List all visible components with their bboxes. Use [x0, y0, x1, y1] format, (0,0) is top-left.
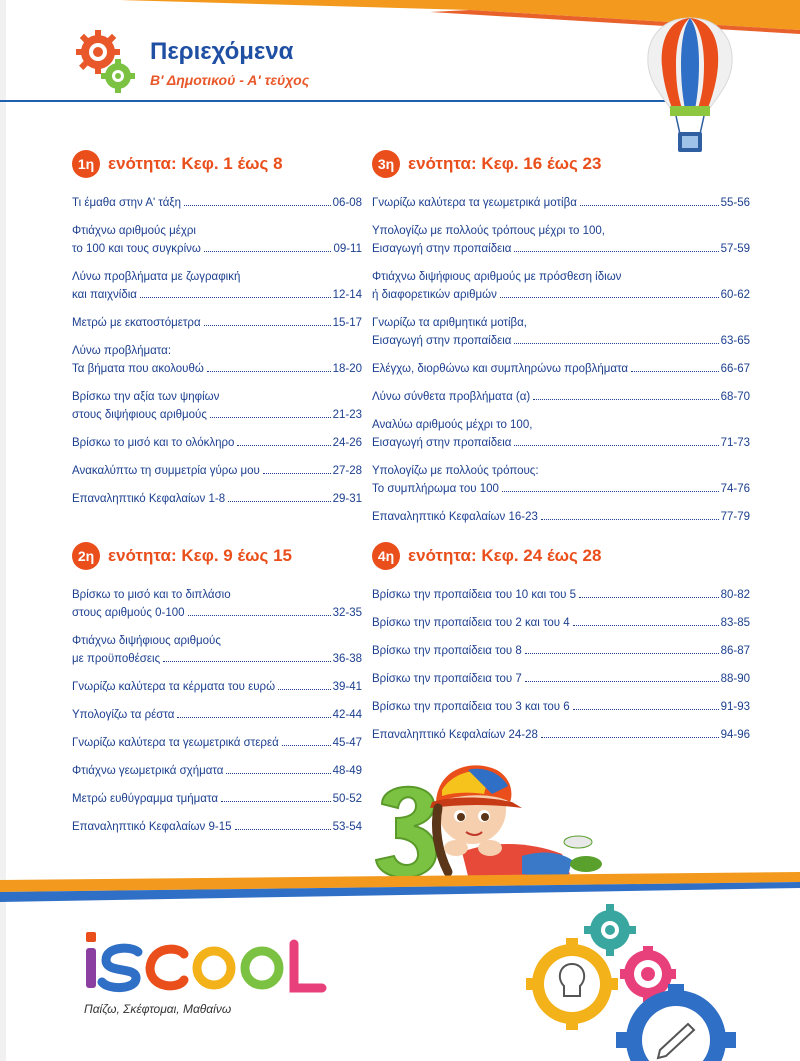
toc-entry-pages: 94-96 [720, 729, 750, 741]
section-number-badge: 3η [372, 150, 400, 178]
toc-entry-pages: 91-93 [720, 701, 750, 713]
toc-entry-pages: 29-31 [332, 493, 362, 505]
section-header [372, 542, 750, 572]
toc-entry-title: Φτιάχνω διψήφιους αριθμούς με πρόσθεση ίδιων [372, 271, 622, 283]
dot-leader [210, 417, 331, 418]
toc-entry[interactable] [372, 508, 750, 526]
toc-entry-pages: 12-14 [332, 289, 362, 301]
toc-entry[interactable] [72, 734, 362, 752]
toc-entry-title: με προϋποθέσεις [72, 653, 161, 665]
toc-entry[interactable] [72, 194, 362, 212]
toc-entry-pages: 42-44 [332, 709, 362, 721]
toc-entry-pages: 63-65 [720, 335, 750, 347]
toc-entry-title: Τα βήματα που ακολουθώ [72, 363, 204, 375]
toc-entry[interactable] [372, 462, 750, 498]
toc-entry-pages: 80-82 [720, 589, 750, 601]
toc-entry[interactable] [372, 268, 750, 304]
dot-leader [226, 773, 330, 774]
toc-entry-title: Βρίσκω την προπαίδεια του 3 και του 6 [372, 701, 570, 713]
dot-leader [502, 491, 719, 492]
page-title: Περιεχόμενα [150, 38, 294, 65]
toc-entry[interactable] [72, 706, 362, 724]
dot-leader [278, 689, 331, 690]
dot-leader [237, 445, 330, 446]
section-number-badge: 1η [72, 150, 100, 178]
toc-entry-pages: 77-79 [720, 511, 750, 523]
dot-leader [533, 399, 718, 400]
toc-entry-title: Βρίσκω την προπαίδεια του 7 [372, 673, 522, 685]
toc-entry-pages: 71-73 [720, 437, 750, 449]
toc-entry-title: Υπολογίζω τα ρέστα [72, 709, 175, 721]
toc-entry[interactable] [72, 790, 362, 808]
section-title: ενότητα: Κεφ. 24 έως 28 [408, 546, 602, 565]
toc-entry-title: Τι έμαθα στην Α' τάξη [72, 197, 181, 209]
toc-entry[interactable] [372, 726, 750, 744]
toc-entry-pages: 24-26 [332, 437, 362, 449]
section-number-badge: 2η [72, 542, 100, 570]
toc-entry-title: Γνωρίζω τα αριθμητικά μοτίβα, [372, 317, 527, 329]
dot-leader [188, 615, 331, 616]
toc-entry-title: Υπολογίζω με πολλούς τρόπους: [372, 465, 539, 477]
toc-entry-title: Λύνω προβλήματα με ζωγραφική [72, 271, 241, 283]
toc-entry[interactable] [372, 670, 750, 688]
dot-leader [140, 297, 331, 298]
toc-entry-title: στους αριθμούς 0-100 [72, 607, 185, 619]
dot-leader [514, 445, 718, 446]
toc-entry-pages: 55-56 [720, 197, 750, 209]
toc-entry-title: Επαναληπτικό Κεφαλαίων 9-15 [72, 821, 232, 833]
toc-entry-title: Επαναληπτικό Κεφαλαίων 16-23 [372, 511, 538, 523]
toc-entry-title: Βρίσκω την προπαίδεια του 10 και του 5 [372, 589, 577, 601]
toc-entry-title: Φτιάχνω διψήφιους αριθμούς [72, 635, 221, 647]
toc-entry-title: Γνωρίζω καλύτερα τα κέρματα του ευρώ [72, 681, 276, 693]
section-title: ενότητα: Κεφ. 1 έως 8 [108, 154, 283, 173]
section-3 [372, 150, 750, 536]
toc-entry-title: Γνωρίζω καλύτερα τα γεωμετρικά μοτίβα [372, 197, 577, 209]
toc-entry[interactable] [372, 360, 750, 378]
toc-entry-title: Επαναληπτικό Κεφαλαίων 1-8 [72, 493, 226, 505]
toc-entry-title: Επαναληπτικό Κεφαλαίων 24-28 [372, 729, 538, 741]
toc-entry-title: Βρίσκω την προπαίδεια του 2 και του 4 [372, 617, 570, 629]
toc-entry-pages: 27-28 [332, 465, 362, 477]
toc-entry-pages: 39-41 [332, 681, 362, 693]
toc-entry-pages: 57-59 [720, 243, 750, 255]
toc-entry-pages: 53-54 [332, 821, 362, 833]
page-subtitle: Β' Δημοτικού - Α' τεύχος [150, 72, 310, 88]
toc-entry-title: Λύνω προβλήματα: [72, 345, 172, 357]
toc-entry-pages: 68-70 [720, 391, 750, 403]
dot-leader [204, 251, 332, 252]
toc-entry-title: το 100 και τους συγκρίνω [72, 243, 201, 255]
iscool-logo [82, 930, 332, 994]
tagline: Παίζω, Σκέφτομαι, Μαθαίνω [84, 1002, 232, 1016]
dot-leader [282, 745, 331, 746]
section-header [72, 150, 362, 180]
toc-entry[interactable] [372, 314, 750, 350]
toc-entry-pages: 21-23 [332, 409, 362, 421]
toc-entry-title: ή διαφορετικών αριθμών [372, 289, 497, 301]
toc-entry[interactable] [72, 490, 362, 508]
toc-entry-pages: 66-67 [720, 363, 750, 375]
dot-leader [579, 597, 719, 598]
section-header [372, 150, 750, 180]
toc-entry[interactable] [372, 416, 750, 452]
dot-leader [541, 737, 719, 738]
toc-entry-pages: 15-17 [332, 317, 362, 329]
toc-entry[interactable] [72, 388, 362, 424]
toc-entry[interactable] [72, 762, 362, 780]
toc-entry-pages: 50-52 [332, 793, 362, 805]
toc-entry-pages: 86-87 [720, 645, 750, 657]
toc-entry-title: Υπολογίζω με πολλούς τρόπους μέχρι το 100, [372, 225, 605, 237]
toc-entry[interactable] [72, 678, 362, 696]
toc-entry-title: Εισαγωγή στην προπαίδεια [372, 335, 512, 347]
toc-entry-title: στους διψήφιους αριθμούς [72, 409, 207, 421]
toc-entry[interactable] [72, 818, 362, 836]
section-2 [72, 542, 362, 846]
toc-entry-title: Ανακαλύπτω τη συμμετρία γύρω μου [72, 465, 260, 477]
dot-leader [514, 251, 718, 252]
toc-entry-title: Εισαγωγή στην προπαίδεια [372, 437, 512, 449]
dot-leader [500, 297, 719, 298]
toc-entry-title: Φτιάχνω γεωμετρικά σχήματα [72, 765, 224, 777]
dot-leader [573, 625, 719, 626]
toc-entry-title: Το συμπλήρωμα του 100 [372, 483, 499, 495]
toc-entry-title: Αναλύω αριθμούς μέχρι το 100, [372, 419, 533, 431]
toc-entry-title: και παιχνίδια [72, 289, 137, 301]
toc-entry-pages: 60-62 [720, 289, 750, 301]
gears-cluster-icon [520, 900, 800, 1061]
toc-entry-pages: 18-20 [332, 363, 362, 375]
toc-entry[interactable] [372, 586, 750, 604]
toc-entry-pages: 06-08 [332, 197, 362, 209]
toc-entry[interactable] [372, 222, 750, 258]
dot-leader [207, 371, 331, 372]
toc-entry[interactable] [72, 632, 362, 668]
toc-entry-pages: 36-38 [332, 653, 362, 665]
dot-leader [263, 473, 331, 474]
toc-entry-title: Μετρώ ευθύγραμμα τμήματα [72, 793, 218, 805]
section-title: ενότητα: Κεφ. 9 έως 15 [108, 546, 292, 565]
toc-entry-title: Ελέγχω, διορθώνω και συμπληρώνω προβλήματα [372, 363, 629, 375]
toc-entry-title: Εισαγωγή στην προπαίδεια [372, 243, 512, 255]
toc-entry-pages: 32-35 [332, 607, 362, 619]
toc-entry[interactable] [372, 388, 750, 406]
toc-entry-pages: 83-85 [720, 617, 750, 629]
toc-entry-title: Μετρώ με εκατοστόμετρα [72, 317, 201, 329]
section-4 [372, 542, 750, 754]
toc-entry-pages: 74-76 [720, 483, 750, 495]
toc-entry-pages: 45-47 [332, 737, 362, 749]
toc-entry[interactable] [72, 342, 362, 378]
dot-leader [525, 681, 719, 682]
toc-entry[interactable] [72, 586, 362, 622]
toc-entry-title: Βρίσκω την προπαίδεια του 8 [372, 645, 522, 657]
dot-leader [221, 801, 331, 802]
dot-leader [525, 653, 719, 654]
toc-entry-title: Βρίσκω την αξία των ψηφίων [72, 391, 220, 403]
toc-entry[interactable] [372, 194, 750, 212]
section-header [72, 542, 362, 572]
toc-entry-title: Βρίσκω το μισό και το διπλάσιο [72, 589, 231, 601]
toc-entry-title: Γνωρίζω καλύτερα τα γεωμετρικά στερεά [72, 737, 279, 749]
dot-leader [631, 371, 719, 372]
header-divider [0, 100, 690, 102]
toc-entry[interactable] [72, 434, 362, 452]
toc-entry[interactable] [372, 614, 750, 632]
toc-entry[interactable] [72, 268, 362, 304]
toc-entry[interactable] [72, 222, 362, 258]
dot-leader [177, 717, 330, 718]
toc-entry[interactable] [72, 462, 362, 480]
dot-leader [580, 205, 719, 206]
toc-entry-pages: 88-90 [720, 673, 750, 685]
dot-leader [204, 325, 331, 326]
dot-leader [163, 661, 330, 662]
section-1 [72, 150, 362, 518]
section-number-badge: 4η [372, 542, 400, 570]
dot-leader [514, 343, 718, 344]
child-with-number-three-illustration [372, 752, 622, 892]
section-title: ενότητα: Κεφ. 16 έως 23 [408, 154, 602, 173]
dot-leader [228, 501, 330, 502]
toc-entry-pages: 48-49 [332, 765, 362, 777]
dot-leader [541, 519, 719, 520]
toc-entry[interactable] [372, 642, 750, 660]
toc-entry-title: Βρίσκω το μισό και το ολόκληρο [72, 437, 235, 449]
toc-entry[interactable] [72, 314, 362, 332]
toc-entry-pages: 09-11 [333, 243, 362, 255]
toc-entry[interactable] [372, 698, 750, 716]
dot-leader [184, 205, 331, 206]
toc-entry-title: Λύνω σύνθετα προβλήματα (α) [372, 391, 531, 403]
toc-entry-title: Φτιάχνω αριθμούς μέχρι [72, 225, 196, 237]
hot-air-balloon-icon [640, 14, 740, 159]
dot-leader [573, 709, 719, 710]
gears-icon [70, 28, 140, 98]
dot-leader [235, 829, 331, 830]
